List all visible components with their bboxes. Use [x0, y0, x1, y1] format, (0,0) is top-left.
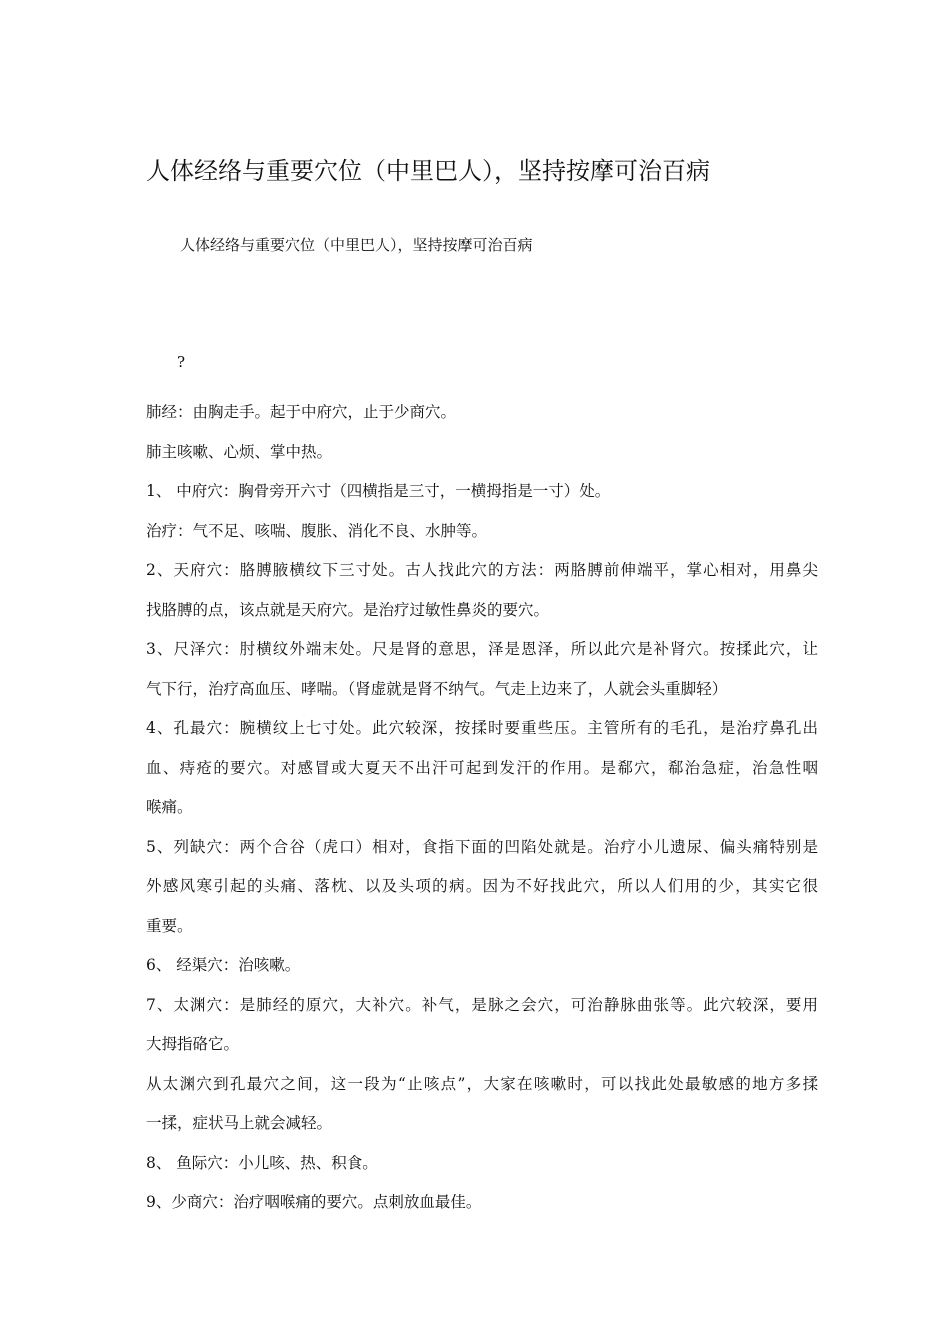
body-line: 2、天府穴：胳膊腋横纹下三寸处。古人找此穴的方法：两胳膊前伸端平，掌心相对，用鼻尖 — [146, 561, 818, 579]
body-line: 1、 中府穴：胸骨旁开六寸（四横指是三寸，一横拇指是一寸）处。 — [146, 482, 611, 500]
body-line: 4、孔最穴：腕横纹上七寸处。此穴较深，按揉时要重些压。主管所有的毛孔，是治疗鼻孔出 — [146, 719, 818, 737]
document-subtitle: 人体经络与重要穴位（中里巴人），坚持按摩可治百病 — [180, 236, 533, 254]
body-line: 外感风寒引起的头痛、落枕、以及头项的病。因为不好找此穴，所以人们用的少，其实它很 — [146, 877, 818, 895]
body-line: 5、列缺穴：两个合谷（虎口）相对，食指下面的凹陷处就是。治疗小儿遗尿、偏头痛特别是 — [146, 837, 818, 856]
body-line: 从太渊穴到孔最穴之间，这一段为“止咳点”，大家在咳嗽时，可以找此处最敏感的地方多揉 — [146, 1074, 818, 1093]
body-line: 一揉，症状马上就会减轻。 — [146, 1114, 333, 1132]
body-line: 治疗：气不足、咳喘、腹胀、消化不良、水肿等。 — [146, 521, 488, 540]
body-line: 9、少商穴：治疗咽喉痛的要穴。点刺放血最佳。 — [146, 1193, 482, 1211]
document-title: 人体经络与重要穴位（中里巴人），坚持按摩可治百病 — [146, 157, 710, 185]
body-line: 大拇指硌它。 — [146, 1035, 240, 1053]
body-line: 喉痛。 — [146, 798, 193, 816]
body-line: 7、太渊穴：是肺经的原穴，大补穴。补气，是脉之会穴，可治静脉曲张等。此穴较深，要用 — [146, 995, 818, 1014]
body-line: 肺主咳嗽、心烦、掌中热。 — [146, 442, 333, 461]
document-body — [146, 399, 818, 1229]
unknown-glyph-marker: ? — [177, 353, 186, 371]
body-line: 重要。 — [146, 916, 193, 935]
body-line: 找胳膊的点，该点就是天府穴。是治疗过敏性鼻炎的要穴。 — [146, 600, 550, 619]
body-line: 血、痔疮的要穴。对感冒或大夏天不出汗可起到发汗的作用。是郗穴，郗治急症，治急性咽 — [146, 758, 818, 777]
body-line: 3、尺泽穴：肘横纹外端末处。尺是肾的意思，泽是恩泽，所以此穴是补肾穴。按揉此穴，让 — [146, 640, 818, 658]
body-line: 气下行，治疗高血压、哮喘。（肾虚就是肾不纳气。气走上边来了，人就会头重脚轻） — [146, 679, 728, 698]
body-line: 8、 鱼际穴：小儿咳、热、积食。 — [146, 1153, 378, 1172]
body-line: 6、 经渠穴：治咳嗽。 — [146, 956, 301, 974]
body-line: 肺经：由胸走手。起于中府穴，止于少商穴。 — [146, 403, 457, 421]
